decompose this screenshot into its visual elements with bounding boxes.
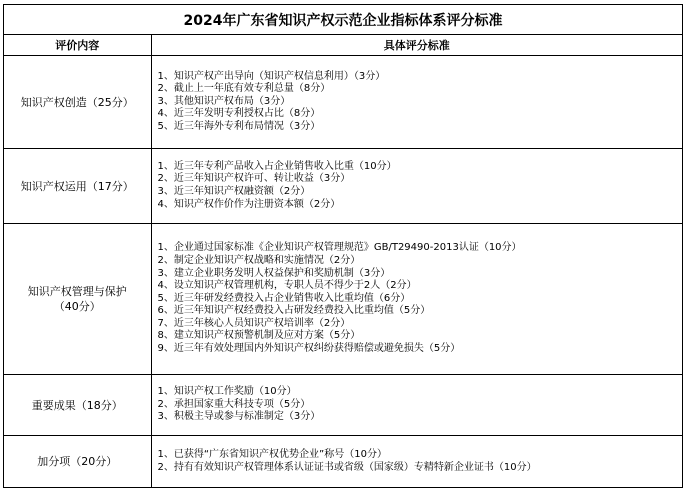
criterion-item: 1、已获得“广东省知识产权优势企业”称号（10分） [157,449,387,461]
category-line: （40分） [53,300,101,313]
header-evaluation-content: 评价内容 [4,35,151,56]
criterion-item: 2、截止上一年底有效专利总量（8分） [157,83,331,95]
criterion-item: 3、积极主导或参与标准制定（3分） [157,411,321,423]
criterion-item: 2、承担国家重大科技专项（5分） [157,398,311,410]
table-title: 2024年广东省知识产权示范企业指标体系评分标准 [4,5,682,35]
criteria-list [151,149,682,224]
criterion-item: 1、知识产权产出导向（知识产权信息利用）（3分） [157,70,386,82]
criterion-item: 2、持有有效知识产权管理体系认证证书或省级（国家级）专精特新企业证书（10分） [157,461,537,473]
criterion-item: 3、近三年知识产权融资额（2分） [157,186,311,197]
category-ip-utilization: 知识产权运用（17分） [4,149,151,224]
criterion-item: 3、其他知识产权布局（3分） [157,95,291,107]
scoring-table [4,35,682,488]
category-ip-management-protection [4,224,151,375]
criterion-item: 3、建立企业职务发明人权益保护和奖励机制（3分） [157,267,391,279]
criterion-item: 7、近三年核心人员知识产权培训率（2分） [157,317,351,329]
criterion-item: 1、知识产权工作奖励（10分） [157,386,297,398]
table-row [4,56,682,149]
table-row [4,436,682,488]
header-scoring-criteria: 具体评分标准 [151,35,682,56]
header-row [4,35,682,56]
table-row [4,149,682,224]
category-major-achievements: 重要成果（18分） [4,375,151,436]
criterion-item: 5、近三年海外专利布局情况（3分） [157,120,321,132]
scoring-table-container [3,4,683,488]
category-line: 知识产权管理与保护 [27,285,127,298]
criterion-item: 6、近三年知识产权经费投入占研发经费投入比重均值（5分） [157,305,431,317]
criterion-item: 1、企业通过国家标准《企业知识产权管理规范》GB/T29490-2013认证（10分） [157,242,522,254]
criteria-list [151,224,682,375]
criterion-item: 1、近三年专利产品收入占企业销售收入比重（10分） [157,160,397,172]
criterion-item: 4、知识产权作价作为注册资本额（2分） [157,198,341,210]
criteria-list [151,375,682,436]
criterion-item: 9、近三年有效处理国内外知识产权纠纷获得赔偿或避免损失（5分） [157,343,461,355]
criterion-item: 4、近三年发明专利授权占比（8分） [157,108,321,120]
table-row [4,375,682,436]
criterion-item: 5、近三年研发经费投入占企业销售收入比重均值（6分） [157,292,411,304]
criteria-list [151,56,682,149]
criterion-item: 8、建立知识产权预警机制及应对方案（5分） [157,330,361,342]
criterion-item: 2、近三年知识产权许可、转让收益（3分） [157,173,351,185]
criterion-item: 4、设立知识产权管理机构，专职人员不得少于2人（2分） [157,280,417,292]
criteria-list [151,436,682,488]
category-bonus-points: 加分项（20分） [4,436,151,488]
criterion-item: 2、制定企业知识产权战略和实施情况（2分） [157,254,361,266]
category-ip-creation: 知识产权创造（25分） [4,56,151,149]
table-row [4,224,682,375]
